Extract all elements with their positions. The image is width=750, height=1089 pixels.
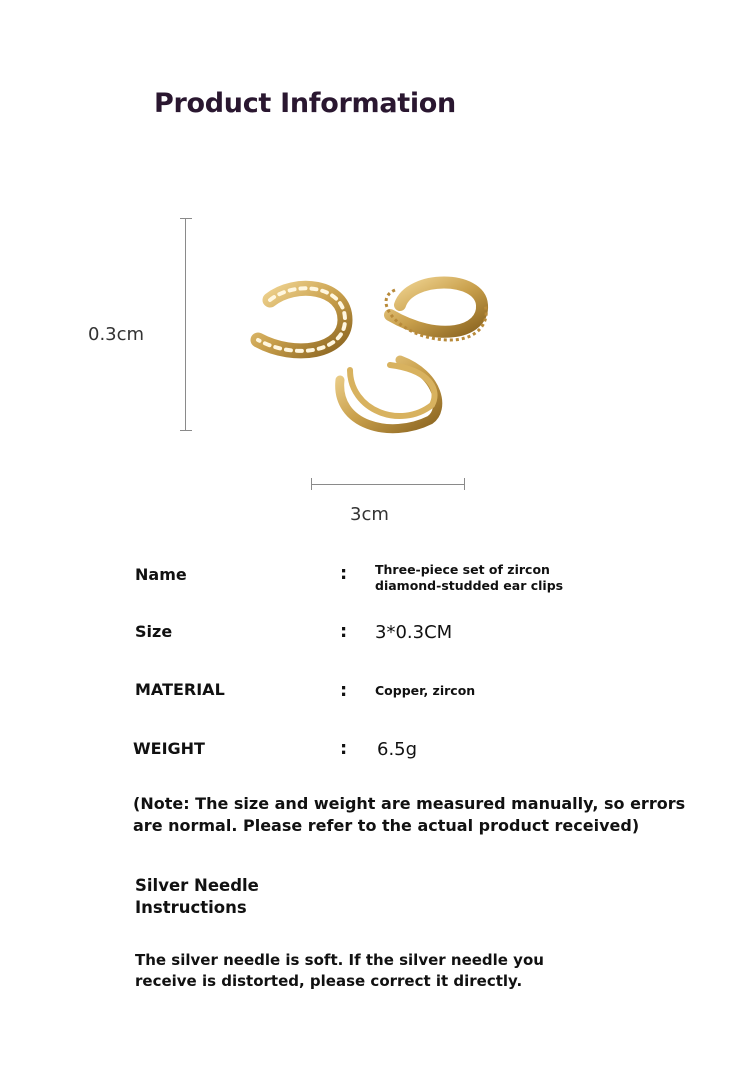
spec-value-name: Three-piece set of zircon diamond-studded ear clips <box>375 562 564 593</box>
spec-label-name: Name <box>135 565 187 584</box>
spec-colon: : <box>340 563 348 584</box>
width-dimension-label: 3cm <box>350 504 389 525</box>
spec-value-size: 3*0.3CM <box>375 622 453 643</box>
silver-needle-text: The silver needle is soft. If the silver needle you receive is distorted, please correct it directly. <box>135 951 544 990</box>
spec-label-material: MATERIAL <box>135 680 225 699</box>
spec-colon: : <box>340 680 348 701</box>
height-dimension-label: 0.3cm <box>88 324 145 345</box>
product-image <box>240 260 500 450</box>
measurement-note: (Note: The size and weight are measured manually, so errors are normal. Please refer to the actual product received) <box>133 794 686 835</box>
spec-value-material: Copper, zircon <box>375 683 476 698</box>
spec-value-weight: 6.5g <box>377 739 418 760</box>
height-dimension-line <box>180 218 192 431</box>
spec-label-weight: WEIGHT <box>133 739 205 758</box>
zircon-ear-cuff <box>258 288 345 351</box>
chain-ear-cuff <box>386 283 486 341</box>
page-title: Product Information <box>154 88 456 119</box>
silver-needle-title: Silver Needle Instructions <box>135 876 259 917</box>
twisted-ear-cuff <box>340 360 438 429</box>
width-dimension-line <box>311 478 465 490</box>
spec-colon: : <box>340 738 348 759</box>
spec-colon: : <box>340 621 348 642</box>
spec-label-size: Size <box>135 622 173 641</box>
